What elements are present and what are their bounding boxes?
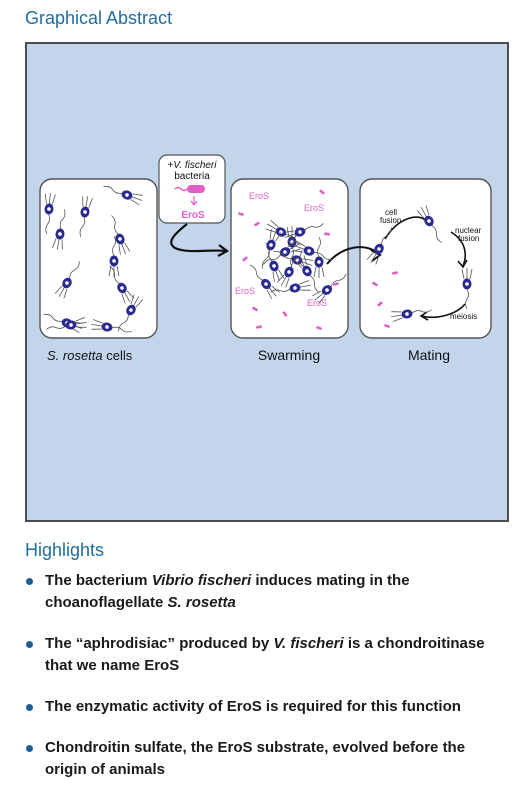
caption-mating: Mating <box>407 347 451 363</box>
panel-cells <box>40 179 157 338</box>
bullet-icon <box>26 704 33 711</box>
mating-step-nuclear: nuclear <box>455 226 482 235</box>
bacteria-box-line2: bacteria <box>174 171 210 182</box>
graphical-abstract-figure <box>25 42 509 522</box>
eros-label: EroS <box>304 203 325 213</box>
highlights-list <box>25 570 505 800</box>
bullet-icon <box>26 578 33 585</box>
highlight-item <box>25 696 505 718</box>
mating-step-cell: cell <box>385 208 398 217</box>
highlight-item <box>25 737 505 781</box>
eros-label: EroS <box>249 191 270 201</box>
bacteria-box-line1: +V. fischeri <box>167 160 217 171</box>
graphical-abstract-title: Graphical Abstract <box>25 8 173 28</box>
mating-step-nuclear-fusion: fusion <box>458 234 480 243</box>
highlight-text: The bacterium <box>45 572 152 589</box>
highlight-text: The “aphrodisiac” produced by <box>45 635 274 652</box>
bullet-icon <box>26 641 33 648</box>
highlight-text: The enzymatic activity of EroS is required for this function <box>45 698 461 715</box>
caption-swarming: Swarming <box>257 347 321 363</box>
highlight-text: Chondroitin sulfate, the EroS substrate, evolved before the origin of animals <box>45 739 466 778</box>
bullet-icon <box>26 745 33 752</box>
eros-label: EroS <box>235 286 256 296</box>
eros-label: EroS <box>307 298 328 308</box>
highlight-text: V. fischeri <box>273 635 344 652</box>
mating-step-meiosis: meiosis <box>450 312 478 321</box>
eros-product-label: EroS <box>181 210 205 221</box>
highlight-text: induces mating in the choanoflagellate <box>45 572 410 611</box>
caption-cells: S. rosetta cells <box>47 348 133 363</box>
graphical-abstract-illustration <box>27 44 507 520</box>
highlight-item <box>25 570 505 614</box>
highlight-text: S. rosetta <box>167 594 236 611</box>
bacterium-icon <box>187 185 205 193</box>
highlight-text: is a chondroitinase that we name EroS <box>45 635 485 674</box>
highlight-text: Vibrio fischeri <box>151 572 252 589</box>
arrow-to-swarming-icon <box>171 224 226 251</box>
bacteria-box <box>159 155 225 223</box>
mating-step-fusion: fusion <box>380 216 402 225</box>
highlights-title: Highlights <box>25 540 105 560</box>
highlight-item <box>25 633 505 677</box>
